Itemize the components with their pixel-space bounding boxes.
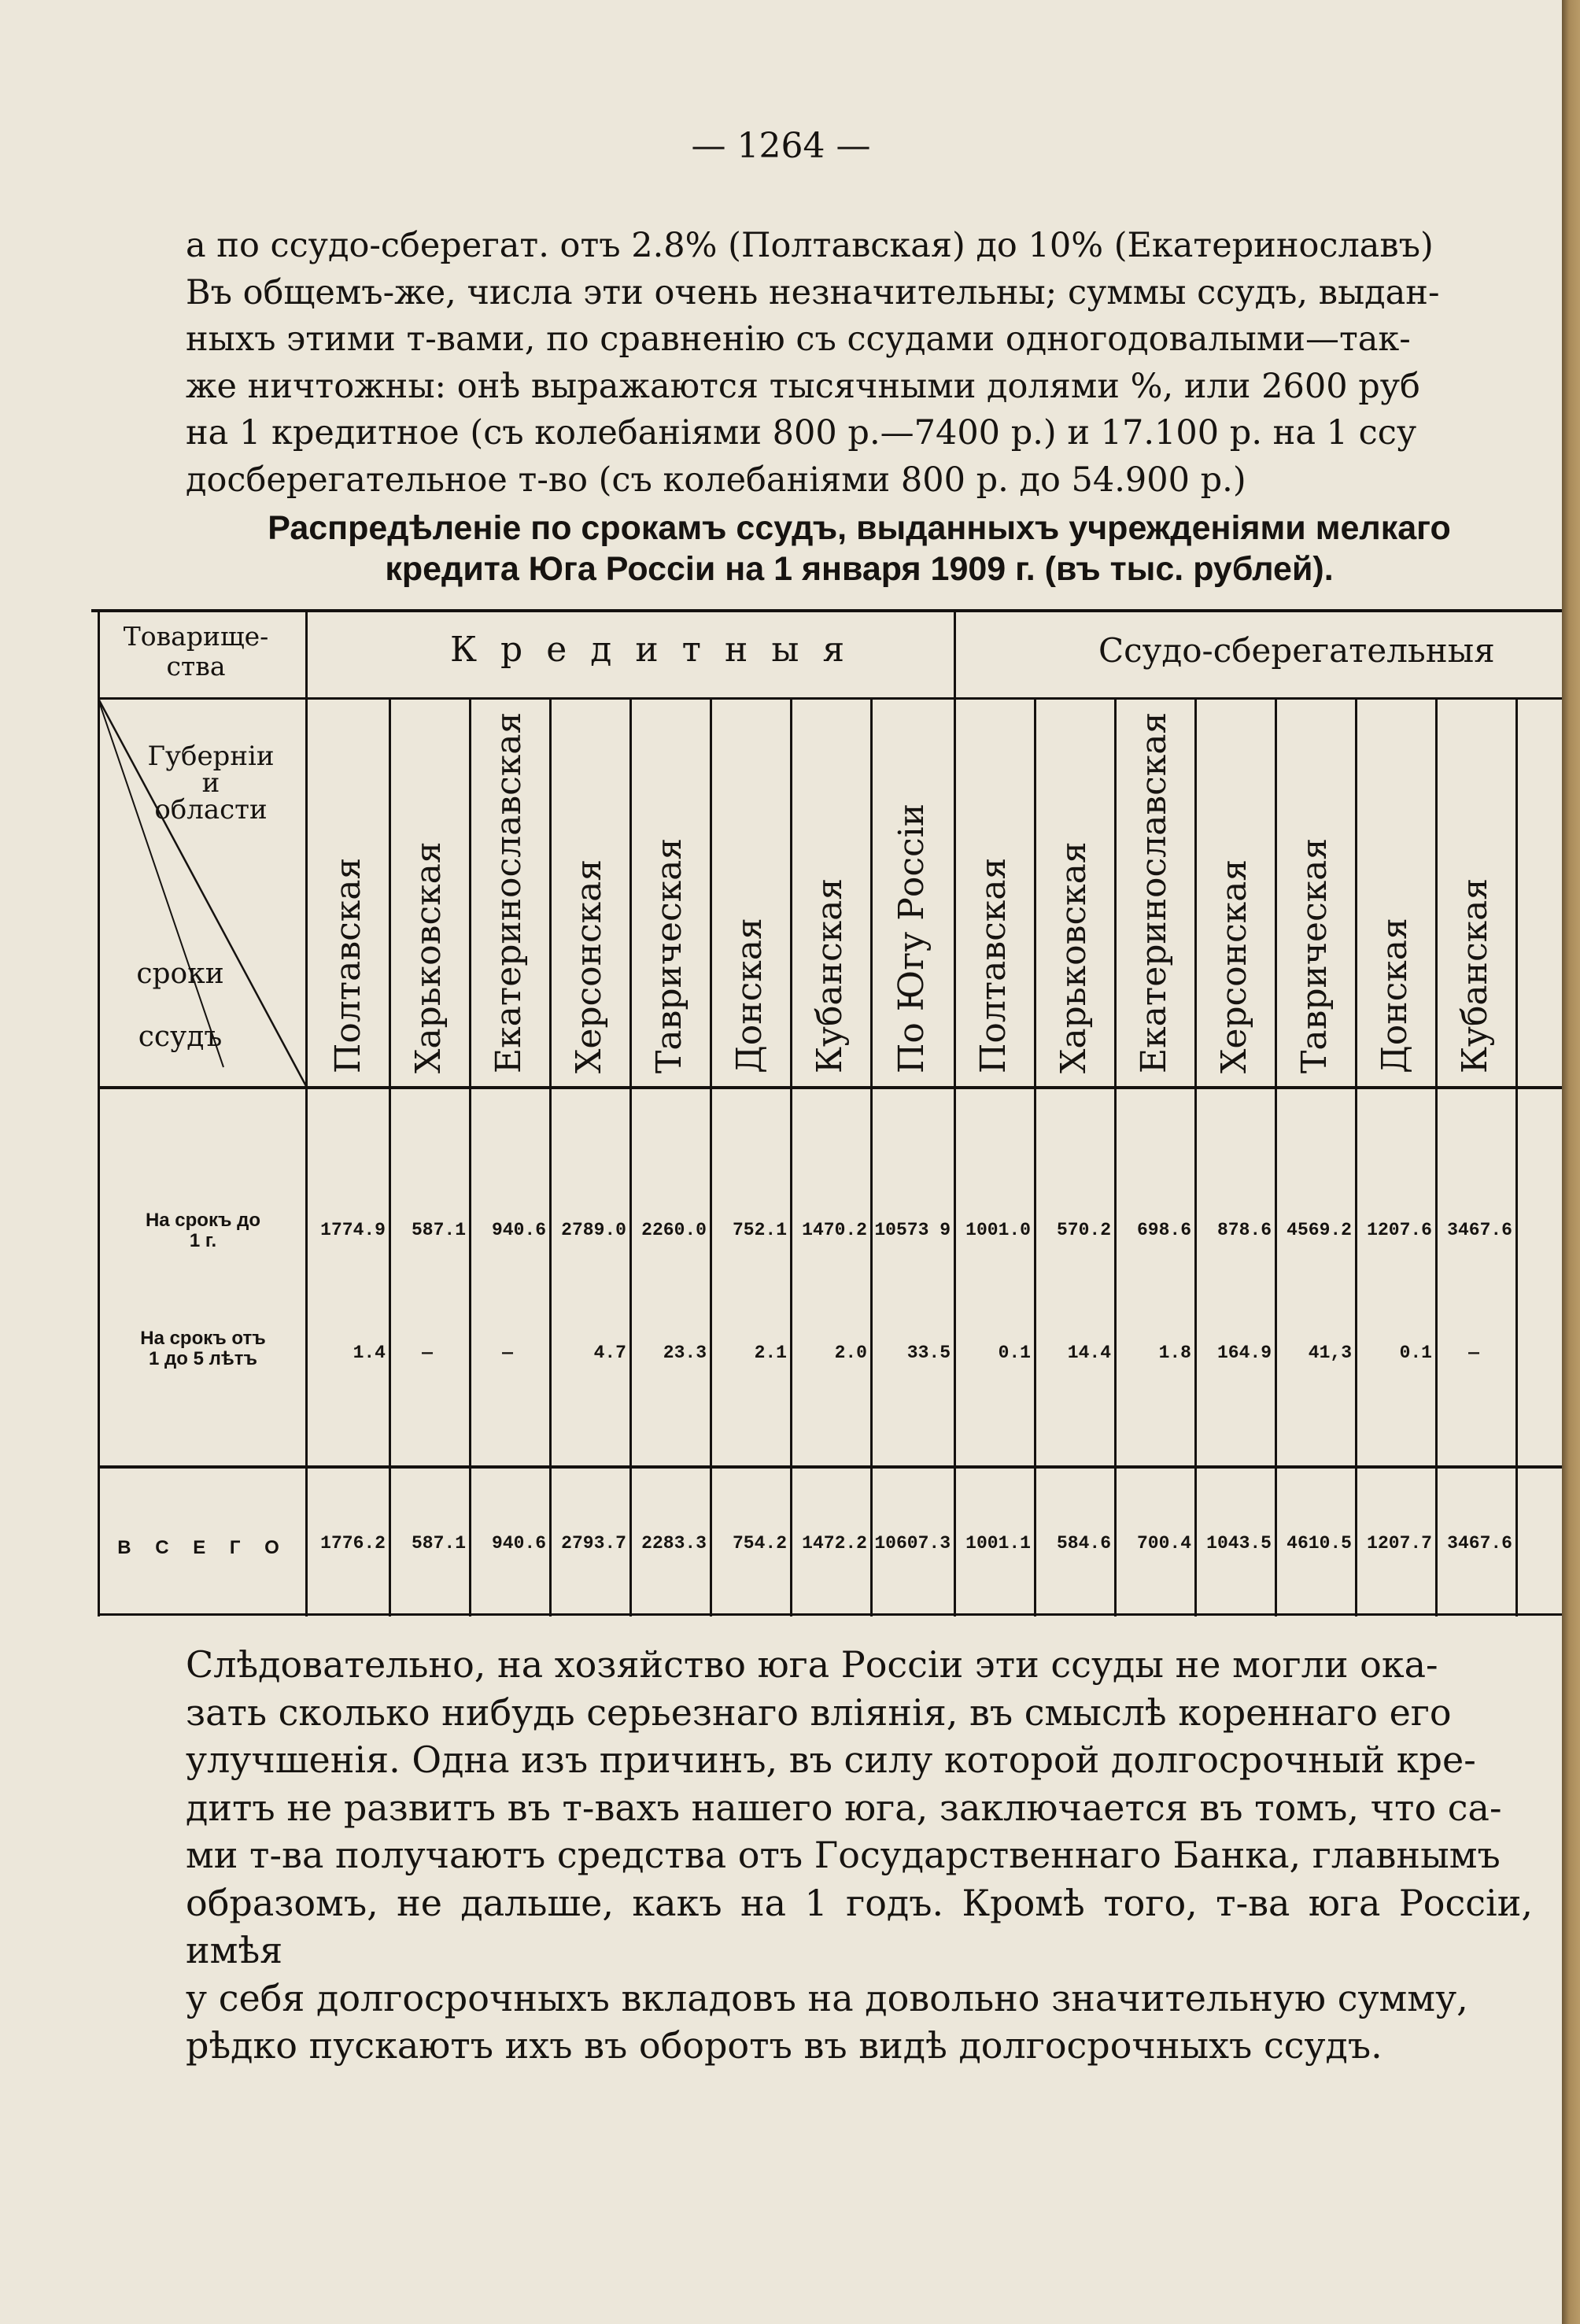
column-header-credit: По Югу Россіи: [892, 803, 932, 1073]
row-label-line: 1 до 5 лѣтъ: [149, 1348, 257, 1369]
table-cell: 878.6: [1216, 1220, 1272, 1240]
table-cell: —: [1468, 1343, 1479, 1363]
column-header-credit: Херсонская: [569, 859, 609, 1073]
table-cell: —: [502, 1343, 513, 1363]
text-line: Въ общемъ-же, числа эти очень незначительны; суммы ссудъ, выдан-: [186, 272, 1440, 312]
table-cell: 584.6: [1056, 1533, 1111, 1554]
corner-text: области: [154, 794, 268, 826]
paragraph-intro: [186, 223, 1533, 504]
corner-text: Губерніи: [147, 741, 275, 772]
column-header-savings: Полтавская: [973, 857, 1013, 1073]
corner-header-provinces: [132, 741, 290, 826]
text-line: а по ссудо-сберегат. отъ 2.8% (Полтавская) до 10% (Екатеринославъ): [186, 226, 1434, 265]
table-cell: 700.4: [1136, 1533, 1191, 1554]
table-column-rule: [710, 697, 712, 1616]
table-rule: [98, 1086, 1562, 1089]
table-cell: 14.4: [1067, 1343, 1111, 1363]
text-line: же ничтожны: онѣ выражаются тысячными долями %, или 2600 руб: [186, 366, 1420, 406]
table-column-rule: [1435, 697, 1438, 1616]
text-line: у себя долгосрочныхъ вкладовъ на довольно значительную сумму,: [186, 1976, 1468, 2019]
table-cell: 1207.7: [1367, 1533, 1432, 1554]
table-column-rule: [1194, 697, 1197, 1616]
text-line: рѣдко пускаютъ ихъ въ оборотъ въ видѣ долгосрочныхъ ссудъ.: [186, 2024, 1382, 2067]
table-cell: 940.6: [491, 1533, 546, 1554]
text-line: образомъ, не дальше, какъ на 1 годъ. Кромѣ того, т-ва юга Россіи, имѣя: [186, 1881, 1533, 1971]
text-line: ми т-ва получаютъ средства отъ Государственнаго Банка, главнымъ: [186, 1834, 1501, 1876]
table-cell: 23.3: [663, 1343, 707, 1363]
corner-text: ссудъ: [138, 1021, 223, 1053]
table-column-rule: [389, 697, 391, 1616]
table-column-rule: [954, 609, 956, 1616]
text-line: на 1 кредитное (съ колебаніями 800 р.—7400 р.) и 17.100 р. на 1 ссу: [186, 413, 1417, 453]
table-cell: 33.5: [906, 1343, 951, 1363]
table-cell: —: [422, 1343, 433, 1363]
table-cell: 752.1: [732, 1220, 787, 1240]
row-label: [98, 1538, 308, 1558]
table-cell: 10607.3: [874, 1533, 951, 1554]
table-cell: 2260.0: [641, 1220, 707, 1240]
corner-header-terms: [121, 943, 239, 1069]
text-line: зать сколько нибудь серьезнаго вліянія, въ смыслѣ кореннаго его: [186, 1690, 1452, 1734]
table-rule: [98, 1465, 1562, 1469]
column-header-credit: Кубанская: [810, 878, 850, 1073]
table-column-rule: [1114, 697, 1117, 1616]
table-column-rule: [790, 697, 792, 1616]
text-line: ныхъ этими т-вами, по сравненію съ ссудами одногодовалыми—так-: [186, 320, 1411, 359]
table-column-rule: [1275, 697, 1277, 1616]
table-column-rule: [469, 697, 471, 1616]
column-header-savings: Донская: [1375, 918, 1415, 1073]
table-cell: 2789.0: [561, 1220, 626, 1240]
text-line: дитъ не развитъ въ т-вахъ нашего юга, заключается въ томъ, что са-: [186, 1786, 1502, 1829]
table-column-rule: [549, 697, 552, 1616]
table-cell: 1001.0: [965, 1220, 1031, 1240]
table-column-rule: [629, 697, 632, 1616]
title-line: Распредѣленіе по срокамъ ссудъ, выданныхъ учрежденіями мелкаго: [268, 509, 1451, 547]
table-rule: [91, 609, 1562, 612]
table-cell: 3467.6: [1447, 1220, 1512, 1240]
table-cell: 1.8: [1158, 1343, 1191, 1363]
table-cell: 0.1: [1399, 1343, 1432, 1363]
table-cell: 1043.5: [1206, 1533, 1272, 1554]
corner-text: сроки: [136, 958, 224, 990]
text-line: Слѣдовательно, на хозяйство юга Россіи эти ссуды не могли ока-: [186, 1643, 1438, 1686]
table-cell: 1.4: [353, 1343, 386, 1363]
table-cell: 754.2: [732, 1533, 787, 1554]
column-header-credit: Таврическая: [649, 837, 689, 1073]
table-cell: 2793.7: [561, 1533, 626, 1554]
column-header-credit: Полтавская: [328, 857, 368, 1073]
page-edge: [1562, 0, 1580, 2324]
row-label-line: В С Е Г О: [117, 1537, 289, 1558]
loan-terms-table: [91, 609, 1562, 1616]
table-column-rule: [870, 697, 873, 1616]
table-cell: 0.1: [998, 1343, 1031, 1363]
table-rule: [98, 697, 1562, 700]
table-cell: 940.6: [491, 1220, 546, 1240]
column-header-savings: Таврическая: [1294, 837, 1335, 1073]
column-header-credit: Харьковская: [408, 841, 449, 1073]
column-header-savings: Екатеринославская: [1134, 711, 1174, 1073]
row-label-line: На срокъ отъ: [140, 1328, 266, 1349]
group-header-credit: Кредитныя: [450, 630, 869, 670]
table-cell: 4610.5: [1287, 1533, 1352, 1554]
table-cell: 698.6: [1136, 1220, 1191, 1240]
table-cell: 570.2: [1056, 1220, 1111, 1240]
table-cell: 1472.2: [802, 1533, 867, 1554]
corner-header-partnerships: [98, 622, 294, 682]
column-header-savings: Кубанская: [1455, 878, 1495, 1073]
table-cell: 2283.3: [641, 1533, 707, 1554]
corner-text: Товарище-: [123, 621, 269, 652]
table-cell: 1207.6: [1367, 1220, 1432, 1240]
table-cell: 587.1: [411, 1533, 466, 1554]
table-column-rule: [1515, 697, 1518, 1616]
corner-text: и: [201, 767, 220, 799]
corner-text: ства: [166, 651, 226, 682]
page-number: — 1264 —: [691, 126, 871, 166]
text-line: досберегательное т-во (съ колебаніями 800 р. до 54.900 р.): [186, 460, 1246, 500]
table-cell: 1776.2: [320, 1533, 386, 1554]
table-rule: [98, 1613, 1562, 1616]
table-cell: 1774.9: [320, 1220, 386, 1240]
row-label: [98, 1328, 308, 1369]
row-label-line: 1 г.: [189, 1230, 217, 1251]
row-label: [98, 1210, 308, 1251]
table-cell: 41,3: [1308, 1343, 1352, 1363]
table-column-rule: [1034, 697, 1036, 1616]
column-header-credit: Донская: [729, 918, 770, 1073]
table-column-rule: [1355, 697, 1357, 1616]
table-cell: 2.0: [834, 1343, 867, 1363]
table-cell: 164.9: [1216, 1343, 1272, 1363]
column-header-savings: Херсонская: [1214, 859, 1254, 1073]
table-cell: 587.1: [411, 1220, 466, 1240]
row-label-line: На срокъ до: [145, 1210, 261, 1231]
column-header-credit: Екатеринославская: [489, 711, 529, 1073]
table-cell: 2.1: [754, 1343, 787, 1363]
table-cell: 1001.1: [965, 1533, 1031, 1554]
group-header-savings: Ссудо-сберегательныя: [1098, 631, 1495, 670]
table-cell: 3467.6: [1447, 1533, 1512, 1554]
title-line: кредита Юга Россіи на 1 января 1909 г. (въ тыс. рублей).: [385, 550, 1334, 588]
table-column-rule: [305, 609, 308, 1616]
column-header-savings: Харьковская: [1054, 841, 1094, 1073]
table-title: [186, 508, 1533, 589]
table-cell: 4.7: [593, 1343, 626, 1363]
paragraph-conclusion: [186, 1641, 1533, 2070]
table-cell: 1470.2: [802, 1220, 867, 1240]
table-cell: 4569.2: [1287, 1220, 1352, 1240]
table-cell: 10573 9: [874, 1220, 951, 1240]
text-line: улучшенія. Одна изъ причинъ, въ силу которой долгосрочный кре-: [186, 1738, 1476, 1781]
